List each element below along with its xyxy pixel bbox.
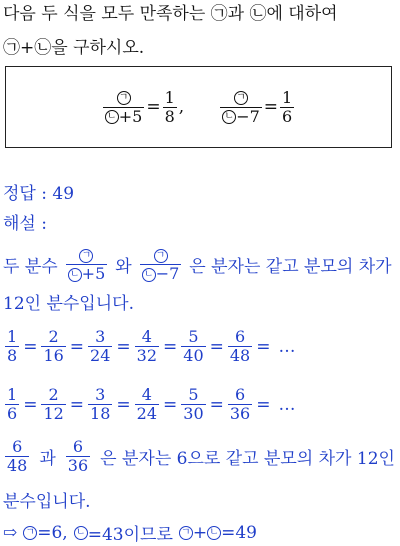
eq2-rhs-num: 1 [282,87,293,107]
circle-a-symbol: ㄱ [234,91,248,105]
eq2-rhs-den: 6 [282,106,293,126]
frac-num: 3 [95,385,106,404]
equals-sign: = [263,97,279,117]
ellipsis: … [278,394,296,415]
frac-num: 2 [48,385,59,404]
frac-num: 1 [7,327,18,346]
answer-text: 정답 : 49 [3,184,75,204]
equivalent-fractions-row-1 [3,328,295,365]
equals-sign: = [209,394,224,415]
frac-num: 5 [188,327,199,346]
eq2-lhs-fraction [220,89,262,126]
row1-fraction-1 [5,328,19,365]
frac-den: 8 [7,346,18,365]
fraction-a-over-b-minus-7 [140,246,182,283]
circle-a-symbol: ㄱ [23,526,37,540]
solution-text-3-mid: 과 [39,449,56,469]
ellipsis: … [278,336,296,357]
answer-line [3,182,74,206]
equation-2 [218,89,296,126]
circle-a-symbol: ㄱ [154,249,168,263]
equals-sign: = [209,336,224,357]
equals-sign: = [116,336,131,357]
conclusion-sum: =49 [221,522,258,543]
frac-num: 2 [48,327,59,346]
eq2-minus: −7 [236,106,260,126]
frac-num: 3 [95,327,106,346]
circle-a-symbol: ㄱ [179,526,193,540]
fraction-6-36 [66,438,90,475]
equals-sign: = [163,336,178,357]
frac-den: 12 [43,404,64,423]
frac-den: 18 [90,404,111,423]
circle-b-symbol: ㄴ [105,110,119,124]
frac-num: 4 [141,327,152,346]
conclusion-b-value: =43이므로 [87,525,173,545]
row1-fraction-2 [41,328,65,365]
plus-5: +5 [81,264,106,283]
row2-fraction-6 [228,386,252,423]
equals-sign: = [256,394,271,415]
frac-den: 6 [7,404,18,423]
frac-den: 16 [43,346,64,365]
explain-label [3,212,47,236]
frac-num: 6 [234,327,246,346]
frac-den: 36 [67,456,89,475]
fraction-6-48 [5,438,29,475]
problem-text-2: ㉠+㉡을 구하시오. [3,38,145,58]
equals-sign: = [116,394,131,415]
conclusion-a-value: =6, [37,522,68,543]
eq1-plus: +5 [118,106,143,126]
solution-text-1-prefix: 두 분수 [3,257,58,277]
conditions-box [5,66,392,148]
arrow-icon: ⇨ [3,522,18,543]
problem-text-1: 다음 두 식을 모두 만족하는 ㉠과 ㉡에 대하여 [3,4,338,24]
frac-den: 24 [136,404,158,423]
solution-text-1-suffix: 은 분자는 같고 분모의 차가 [189,257,392,277]
row2-fraction-1 [5,386,19,423]
frac-num: 1 [7,385,18,404]
frac-num: 6 [12,437,23,456]
frac-num: 6 [72,437,84,456]
frac-num: 6 [234,385,246,404]
circle-b-symbol: ㄴ [68,268,82,282]
solution-text-3-suffix: 은 분자는 6으로 같고 분모의 차가 12인 [100,449,395,469]
row2-fraction-3 [88,386,112,423]
solution-line-1 [3,246,392,283]
circle-b-symbol: ㄴ [142,268,156,282]
fraction-a-over-b-plus-5 [66,246,108,283]
frac-den: 40 [183,346,204,365]
solution-line-3 [3,438,395,475]
eq1-rhs-den: 8 [164,106,175,126]
frac-den: 48 [7,456,28,475]
equals-sign: = [23,336,38,357]
eq1-lhs-fraction [103,89,145,126]
equivalent-fractions-row-2 [3,386,295,423]
row2-fraction-4 [135,386,159,423]
equals-sign: = [163,394,178,415]
frac-den: 24 [90,346,111,365]
conclusion-line: ⇨ ㄱ =6, ㄴ =43이므로 ㄱ + ㄴ =49 [3,520,257,545]
explain-text: 해설 : [3,214,47,234]
solution-line-2 [3,292,134,316]
circle-b-symbol: ㄴ [222,110,236,124]
equals-sign: = [69,336,85,357]
equals-sign: = [69,394,85,415]
equals-sign: = [256,336,271,357]
frac-den: 30 [183,404,204,423]
solution-line-4 [3,490,91,514]
frac-den: 36 [229,404,251,423]
circle-a-symbol: ㄱ [117,91,131,105]
frac-num: 4 [141,385,152,404]
eq1-rhs-num: 1 [164,87,175,107]
row2-fraction-2 [41,386,65,423]
equation-1 [101,89,184,126]
row1-fraction-5 [181,328,205,365]
minus-7: −7 [155,264,180,283]
circle-b-symbol: ㄴ [207,526,221,540]
frac-den: 48 [229,346,251,365]
eq1-rhs-fraction [163,89,177,126]
row1-fraction-6 [228,328,252,365]
row2-fraction-5 [181,386,205,423]
equals-sign: = [146,97,161,117]
comma: , [178,97,185,117]
frac-num: 5 [188,385,199,404]
problem-line-2 [3,36,144,60]
circle-a-symbol: ㄱ [79,249,93,263]
eq2-rhs-fraction [280,89,294,126]
row1-fraction-3 [88,328,112,365]
equals-sign: = [23,394,38,415]
solution-text-4: 분수입니다. [3,492,91,512]
row1-fraction-4 [135,328,159,365]
frac-den: 32 [136,346,158,365]
solution-text-1-mid: 와 [115,257,132,277]
problem-line-1 [3,2,338,26]
circle-b-symbol: ㄴ [74,526,88,540]
solution-text-2: 12인 분수입니다. [3,294,134,314]
